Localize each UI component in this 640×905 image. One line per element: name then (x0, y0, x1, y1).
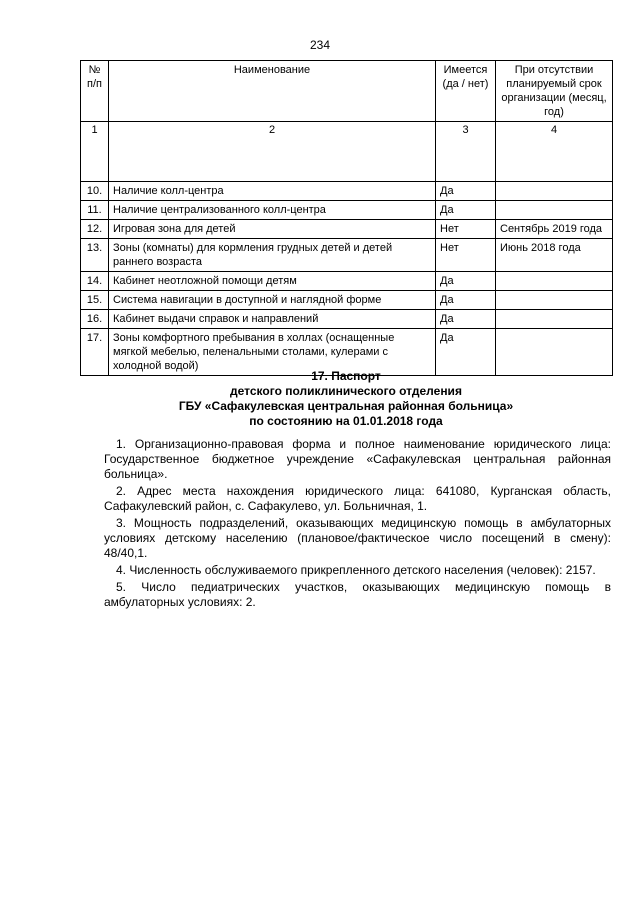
row-number: 14. (81, 272, 109, 291)
paragraph: 2. Адрес места нахождения юридического лица: 641080, Курганская область, Сафакулевский район, с. Сафакулево, ул. Больничная, 1. (104, 484, 611, 513)
row-name: Наличие централизованного колл-центра (109, 201, 436, 220)
table-header-row (81, 61, 613, 122)
row-number: 12. (81, 220, 109, 239)
row-number: 15. (81, 291, 109, 310)
table-row (81, 291, 613, 310)
facilities-table (80, 60, 613, 376)
header-number: № п/п (81, 61, 109, 122)
header-planned: При отсутствии планируемый срок организации (месяц, год) (496, 61, 613, 122)
row-available: Нет (436, 239, 496, 272)
paragraph: 3. Мощность подразделений, оказывающих медицинскую помощь в амбулаторных условиях детскому населению (плановое/фактическое число посещений в смену): 48/40,1. (104, 516, 611, 560)
row-name: Кабинет неотложной помощи детям (109, 272, 436, 291)
row-planned (496, 310, 613, 329)
row-planned: Сентябрь 2019 года (496, 220, 613, 239)
section-title (80, 369, 612, 429)
table-row (81, 220, 613, 239)
section-title-line: ГБУ «Сафакулевская центральная районная больница» (178, 399, 514, 413)
row-available: Да (436, 291, 496, 310)
row-planned (496, 182, 613, 201)
row-name: Наличие колл-центра (109, 182, 436, 201)
passport-body (104, 437, 611, 612)
row-name: Система навигации в доступной и наглядной форме (109, 291, 436, 310)
header-name: Наименование (109, 61, 436, 122)
table-row (81, 310, 613, 329)
paragraph: 1. Организационно-правовая форма и полное наименование юридического лица: Государственное бюджетное учреждение «Сафакулевская центральная районная больница». (104, 437, 611, 481)
section-title-line: 17. Паспорт (311, 369, 381, 383)
header-available: Имеется (да / нет) (436, 61, 496, 122)
table-row (81, 182, 613, 201)
row-available: Нет (436, 220, 496, 239)
paragraph: 5. Число педиатрических участков, оказывающих медицинскую помощь в амбулаторных условиях: 2. (104, 580, 611, 609)
row-planned: Июнь 2018 года (496, 239, 613, 272)
row-number: 17. (81, 329, 109, 376)
row-available: Да (436, 182, 496, 201)
section-title-line: детского поликлинического отделения (230, 384, 462, 398)
row-number: 16. (81, 310, 109, 329)
index-cell: 2 (109, 122, 436, 182)
row-number: 11. (81, 201, 109, 220)
table-row (81, 272, 613, 291)
row-name: Зоны (комнаты) для кормления грудных детей и детей раннего возраста (109, 239, 436, 272)
row-planned (496, 291, 613, 310)
row-available: Да (436, 272, 496, 291)
row-name: Игровая зона для детей (109, 220, 436, 239)
row-available: Да (436, 201, 496, 220)
row-number: 13. (81, 239, 109, 272)
row-number: 10. (81, 182, 109, 201)
row-planned (496, 201, 613, 220)
index-cell: 3 (436, 122, 496, 182)
section-title-line: по состоянию на 01.01.2018 года (249, 414, 443, 428)
index-cell: 4 (496, 122, 613, 182)
row-available: Да (436, 329, 496, 376)
table-index-row (81, 122, 613, 182)
row-name: Зоны комфортного пребывания в холлах (оснащенные мягкой мебелью, пеленальными столами, кулерами с холодной водой) (109, 329, 436, 376)
table-row (81, 201, 613, 220)
table-row (81, 239, 613, 272)
row-planned (496, 272, 613, 291)
index-cell: 1 (81, 122, 109, 182)
row-available: Да (436, 310, 496, 329)
row-name: Кабинет выдачи справок и направлений (109, 310, 436, 329)
page-number: 234 (309, 38, 331, 52)
paragraph: 4. Численность обслуживаемого прикрепленного детского населения (человек): 2157. (116, 563, 596, 577)
